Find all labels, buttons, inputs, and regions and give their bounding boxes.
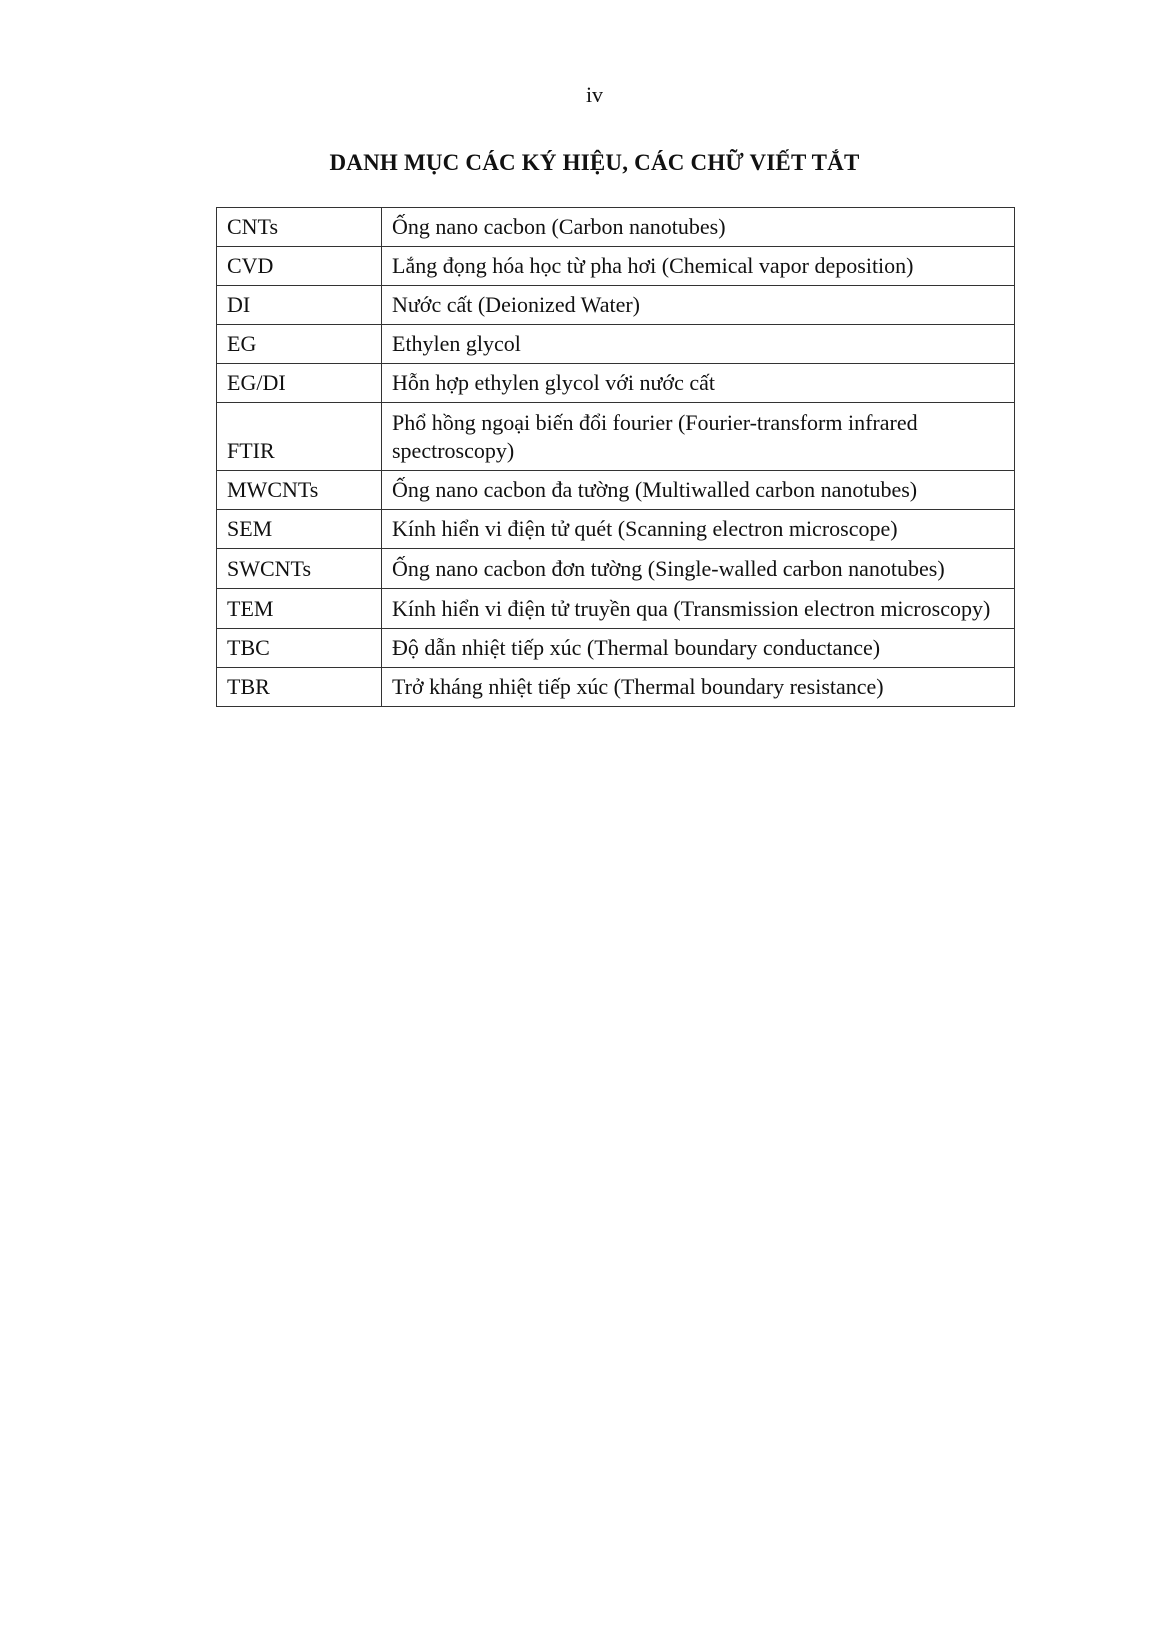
abbreviation-cell: SWCNTs [217, 549, 382, 589]
abbreviation-table [216, 207, 1015, 707]
table-row [217, 364, 1015, 403]
meaning-cell: Trở kháng nhiệt tiếp xúc (Thermal boundary resistance) [382, 668, 1015, 707]
meaning-cell: Nước cất (Deionized Water) [382, 286, 1015, 325]
meaning-cell: Ethylen glycol [382, 325, 1015, 364]
table-row [217, 629, 1015, 668]
table-row [217, 510, 1015, 549]
meaning-cell: Độ dẫn nhiệt tiếp xúc (Thermal boundary conductance) [382, 629, 1015, 668]
meaning-cell: Ống nano cacbon đa tường (Multiwalled carbon nanotubes) [382, 471, 1015, 510]
page-title: DANH MỤC CÁC KÝ HIỆU, CÁC CHỮ VIẾT TẮT [329, 150, 860, 175]
abbreviation-cell: TBC [217, 629, 382, 668]
meaning-cell: Phổ hồng ngoại biến đổi fourier (Fourier-transform infrared spectroscopy) [382, 403, 1015, 471]
meaning-cell: Lắng đọng hóa học từ pha hơi (Chemical vapor deposition) [382, 247, 1015, 286]
abbreviation-cell: TBR [217, 668, 382, 707]
abbreviation-cell: CNTs [217, 208, 382, 247]
abbreviation-cell: FTIR [217, 403, 382, 471]
abbreviation-cell: DI [217, 286, 382, 325]
table-row [217, 549, 1015, 589]
abbreviation-cell: EG/DI [217, 364, 382, 403]
meaning-cell: Hỗn hợp ethylen glycol với nước cất [382, 364, 1015, 403]
table-row [217, 208, 1015, 247]
abbreviation-cell: EG [217, 325, 382, 364]
abbreviation-cell: SEM [217, 510, 382, 549]
abbreviation-cell: TEM [217, 589, 382, 629]
meaning-cell: Ống nano cacbon đơn tường (Single-walled carbon nanotubes) [382, 549, 1015, 589]
meaning-cell: Kính hiển vi điện tử truyền qua (Transmission electron microscopy) [382, 589, 1015, 629]
abbreviation-cell: MWCNTs [217, 471, 382, 510]
table-row [217, 247, 1015, 286]
table-row [217, 589, 1015, 629]
abbreviation-cell: CVD [217, 247, 382, 286]
table-row [217, 286, 1015, 325]
page-number: iv [585, 82, 604, 107]
table-row [217, 325, 1015, 364]
table-row [217, 668, 1015, 707]
meaning-cell: Kính hiển vi điện tử quét (Scanning electron microscope) [382, 510, 1015, 549]
meaning-cell: Ống nano cacbon (Carbon nanotubes) [382, 208, 1015, 247]
table-row [217, 471, 1015, 510]
table-row [217, 403, 1015, 471]
